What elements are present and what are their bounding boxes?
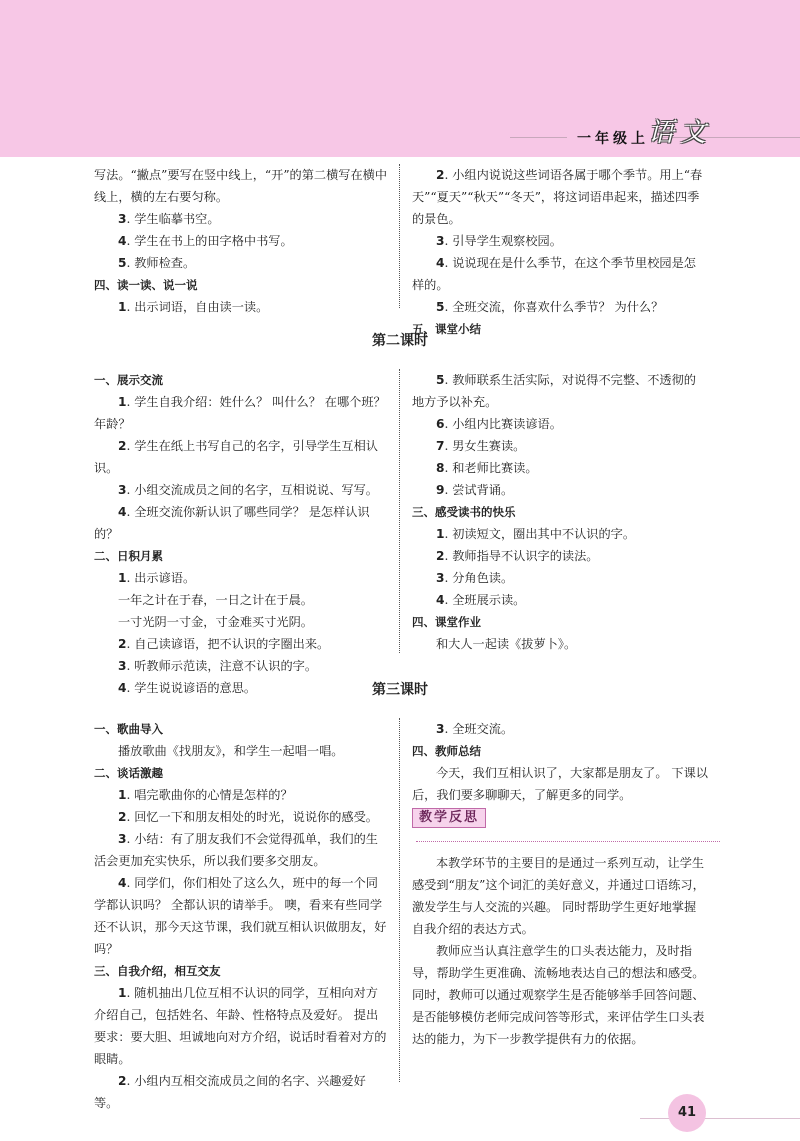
item-text: . 学生在书上的田字格中书写。 <box>126 234 293 248</box>
item-text: . 全班交流，你喜欢什么季节？ 为什么？ <box>444 300 664 314</box>
reflection-rule <box>416 841 720 842</box>
numbered-item <box>94 872 390 960</box>
item-number: 3 <box>436 234 445 248</box>
item-text: . 男女生赛读。 <box>444 439 526 453</box>
item-text: . 教师联系生活实际，对说得不完整、不透彻的地方予以补充。 <box>412 373 696 409</box>
item-number: 1 <box>118 986 127 1000</box>
top-left-column <box>94 164 390 318</box>
item-text: . 初读短文，圈出其中不认识的字。 <box>444 527 636 541</box>
numbered-item <box>94 784 390 806</box>
numbered-item <box>412 435 708 457</box>
item-number: 3 <box>118 483 127 497</box>
section-heading: 二、日积月累 <box>94 549 163 563</box>
numbered-item <box>412 413 708 435</box>
reflection-paragraph: 教师应当认真注意学生的口头表达能力，及时指导，帮助学生更准确、流畅地表达自己的想法和感受。 同时，教师可以通过观察学生是否能够举手回答问题、是否能够模仿老师完成问答等形式，来评估学生口头表达的能力，为下一步教学提供有力的依据。 <box>412 944 705 1046</box>
numbered-item <box>412 545 708 567</box>
numbered-item <box>94 391 390 435</box>
item-number: 3 <box>436 722 445 736</box>
section-heading: 三、自我介绍，相互交友 <box>94 964 221 978</box>
item-number: 2 <box>436 168 445 182</box>
item-number: 1 <box>118 300 127 314</box>
item-number: 8 <box>436 461 445 475</box>
item-number: 3 <box>118 659 127 673</box>
item-number: 4 <box>118 505 127 519</box>
item-text: . 引导学生观察校园。 <box>444 234 562 248</box>
item-number: 3 <box>118 832 127 846</box>
text-line: 一年之计在于春，一日之计在于晨。 <box>118 593 313 607</box>
text-line: 一寸光阴一寸金，寸金难买寸光阴。 <box>118 615 313 629</box>
reflection-header <box>412 806 708 852</box>
item-number: 4 <box>118 876 127 890</box>
column-divider <box>399 369 400 653</box>
item-number: 5 <box>118 256 127 270</box>
item-text: . 全班交流你新认识了哪些同学？ 是怎样认识的？ <box>94 505 370 541</box>
item-text: . 学生在纸上书写自己的名字，引导学生互相认识。 <box>94 439 378 475</box>
reflection-badge: 教学反思 <box>412 808 486 828</box>
item-text: . 教师检查。 <box>126 256 196 270</box>
numbered-item <box>412 457 708 479</box>
numbered-item <box>412 479 708 501</box>
item-text: . 小结：有了朋友我们不会觉得孤单，我们的生活会更加充实快乐，所以我们要多交朋友。 <box>94 832 378 868</box>
item-number: 1 <box>118 788 127 802</box>
numbered-item <box>94 479 390 501</box>
item-text: . 学生临摹书空。 <box>126 212 220 226</box>
item-text: . 和老师比赛读。 <box>444 461 538 475</box>
item-text: . 出示词语，自由读一读。 <box>126 300 269 314</box>
item-text: . 随机抽出几位互相不认识的同学，互相向对方介绍自己，包括姓名、年龄、性格特点及爱好。 提出要求：要大胆、坦诚地向对方介绍，说话时看着对方的眼睛。 <box>94 986 387 1066</box>
item-number: 3 <box>118 212 127 226</box>
column-divider <box>399 718 400 1082</box>
item-text: . 教师指导不认识字的读法。 <box>444 549 599 563</box>
section-heading: 一、展示交流 <box>94 373 163 387</box>
item-text: . 全班展示读。 <box>444 593 526 607</box>
section-heading: 一、歌曲导入 <box>94 722 163 736</box>
lesson3-left-column <box>94 718 390 1114</box>
item-number: 4 <box>436 593 445 607</box>
section-heading: 四、课堂作业 <box>412 615 481 629</box>
lesson3-title: 第三课时 <box>372 682 428 698</box>
numbered-item <box>94 1070 390 1114</box>
item-text: . 同学们，你们相处了这么久，班中的每一个同学都认识吗？ 全都认识的请举手。 噢，看来有些同学还不认识，那今天这节课，我们就互相认识做朋友，好吗？ <box>94 876 387 956</box>
numbered-item <box>94 252 390 274</box>
grade-label: 一年级上 <box>567 129 659 149</box>
item-text: . 自己读谚语，把不认识的字圈出来。 <box>126 637 330 651</box>
paragraph: 今天，我们互相认识了，大家都是朋友了。 下课以后，我们要多聊聊天，了解更多的同学。 <box>412 766 708 802</box>
numbered-item <box>94 208 390 230</box>
item-text: . 听教师示范读，注意不认识的字。 <box>126 659 318 673</box>
reflection-paragraph: 本教学环节的主要目的是通过一系列互动，让学生感受到“朋友”这个词汇的美好意义，并通过口语练习，激发学生与人交流的兴趣。 同时帮助学生更好地掌握自我介绍的表达方式。 <box>412 856 705 936</box>
continued-text: 写法。“撇点”要写在竖中线上，“开”的第二横写在横中线上，横的左右要匀称。 <box>94 168 388 204</box>
footer-rule <box>640 1118 800 1119</box>
item-text: . 小组内说说这些词语各属于哪个季节。用上“春天”“夏天”“秋天”“冬天”，将这词语串起来，描述四季的景色。 <box>412 168 703 226</box>
numbered-item <box>94 633 390 655</box>
item-text: . 学生说说谚语的意思。 <box>126 681 257 695</box>
lesson2-right-column <box>412 369 708 655</box>
item-number: 9 <box>436 483 445 497</box>
item-text: . 学生自我介绍：姓什么？ 叫什么？ 在哪个班？年龄？ <box>94 395 386 431</box>
item-number: 2 <box>436 549 445 563</box>
item-number: 7 <box>436 439 445 453</box>
item-number: 2 <box>118 1074 127 1088</box>
numbered-item <box>412 589 708 611</box>
item-text: . 回忆一下和朋友相处的时光，说说你的感受。 <box>126 810 378 824</box>
item-number: 5 <box>436 373 445 387</box>
numbered-item <box>412 369 708 413</box>
numbered-item <box>412 523 708 545</box>
section-heading: 三、感受读书的快乐 <box>412 505 516 519</box>
item-text: . 尝试背诵。 <box>444 483 514 497</box>
section-heading: 五、课堂小结 <box>412 322 481 336</box>
item-text: . 小组内比赛读谚语。 <box>444 417 562 431</box>
item-number: 6 <box>436 417 445 431</box>
text-line: 和大人一起读《拔萝卜》。 <box>436 637 577 651</box>
item-number: 3 <box>436 571 445 585</box>
numbered-item <box>412 252 708 296</box>
item-number: 2 <box>118 637 127 651</box>
numbered-item <box>412 164 708 230</box>
item-number: 1 <box>118 571 127 585</box>
numbered-item <box>412 567 708 589</box>
lesson3-right-column <box>412 718 708 1050</box>
numbered-item <box>94 435 390 479</box>
item-number: 1 <box>118 395 127 409</box>
item-text: . 小组内互相交流成员之间的名字、兴趣爱好等。 <box>94 1074 366 1110</box>
numbered-item <box>94 828 390 872</box>
section-heading: 四、教师总结 <box>412 744 481 758</box>
text-line: 播放歌曲《找朋友》，和学生一起唱一唱。 <box>118 744 344 758</box>
numbered-item <box>94 567 390 589</box>
numbered-item <box>94 230 390 252</box>
numbered-item <box>94 296 390 318</box>
numbered-item <box>412 718 708 740</box>
numbered-item <box>94 501 390 545</box>
item-text: . 分角色读。 <box>444 571 514 585</box>
page-number: 41 <box>668 1094 706 1132</box>
item-number: 1 <box>436 527 445 541</box>
top-right-column <box>412 164 708 340</box>
item-text: . 全班交流。 <box>444 722 514 736</box>
column-divider <box>399 164 400 308</box>
lesson2-title: 第二课时 <box>372 333 428 349</box>
item-text: . 出示谚语。 <box>126 571 196 585</box>
lesson2-left-column <box>94 369 390 699</box>
subject-logo: 语文 <box>648 118 713 148</box>
lesson3-right-items <box>412 718 708 806</box>
section-heading: 四、读一读、说一说 <box>94 278 198 292</box>
numbered-item <box>412 296 708 318</box>
item-number: 4 <box>436 256 445 270</box>
item-text: . 说说现在是什么季节，在这个季节里校园是怎样的。 <box>412 256 696 292</box>
item-number: 5 <box>436 300 445 314</box>
numbered-item <box>94 806 390 828</box>
numbered-item <box>412 230 708 252</box>
item-text: . 唱完歌曲你的心情是怎样的？ <box>126 788 293 802</box>
numbered-item <box>94 982 390 1070</box>
item-number: 2 <box>118 439 127 453</box>
item-text: . 小组交流成员之间的名字，互相说说、写写。 <box>126 483 378 497</box>
numbered-item <box>94 655 390 677</box>
item-number: 2 <box>118 810 127 824</box>
item-number: 4 <box>118 234 127 248</box>
item-number: 4 <box>118 681 127 695</box>
section-heading: 二、谈话激趣 <box>94 766 163 780</box>
